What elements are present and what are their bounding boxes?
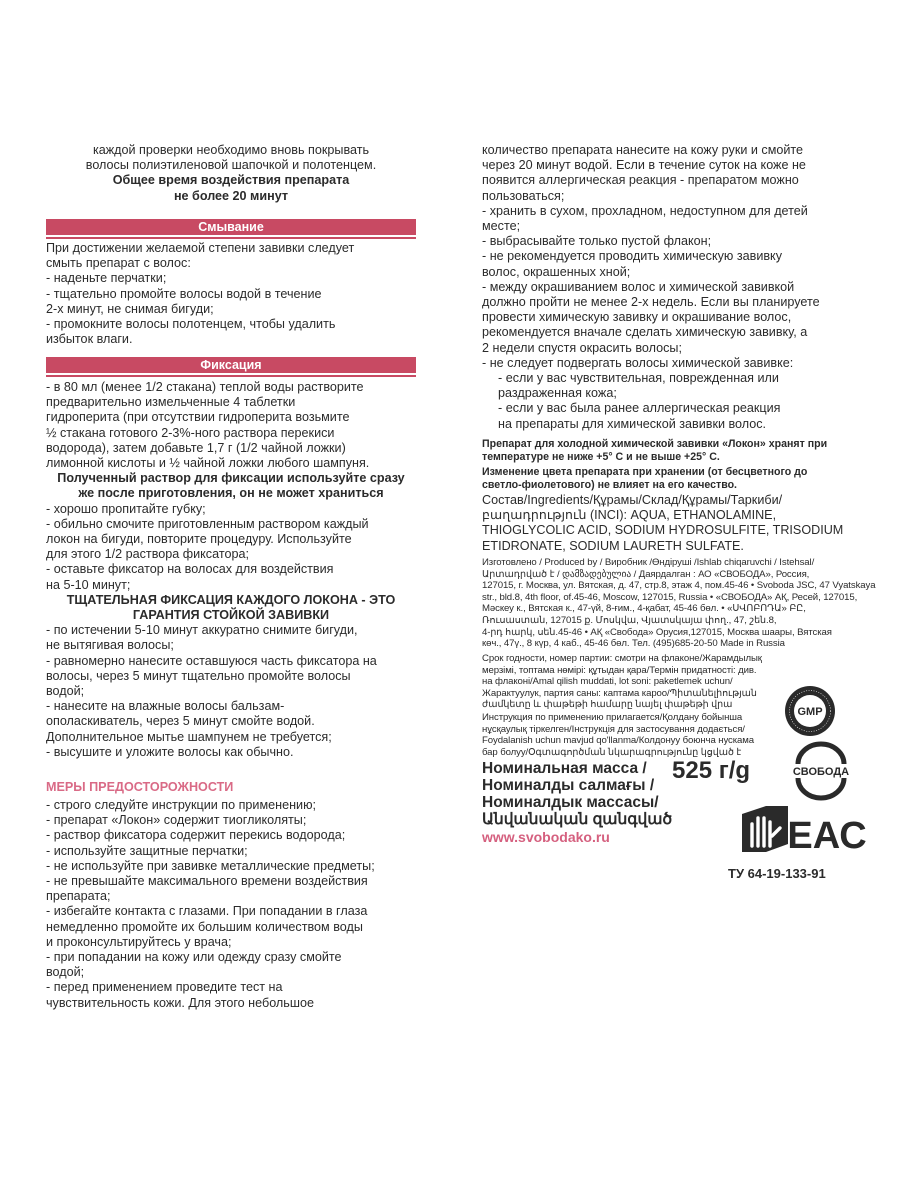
rinse-line: При достижении желаемой степени завивки следует <box>46 241 355 255</box>
fixation-line: волосы, через 5 минут тщательно промойте волосы <box>46 668 351 683</box>
eac-mark-icon <box>787 808 867 857</box>
precaution-line: - не используйте при завивке металлические предметы; <box>46 858 375 873</box>
manufacturer-line: Изготовлено / Produced by / Виробник /Өндіруші /Ishlab chiqaruvchi / Istehsal/ <box>482 557 815 568</box>
fixation-line: же после приготовления, он не может храниться <box>78 486 384 501</box>
fixation-line: - по истечении 5-10 минут аккуратно снимите бигуди, <box>46 623 358 638</box>
precaution-line: - хранить в сухом, прохладном, недоступном для детей <box>482 203 808 218</box>
ingredients-line: Состав/Ingredients/Құрамы/Склад/Құрамы/Таркиби/ <box>482 493 783 507</box>
fixation-line: ополаскиватель, через 5 минут смойте водой. <box>46 714 315 729</box>
precaution-line: - между окрашиванием волос и химической завивкой <box>482 279 795 294</box>
rinse-line: избыток влаги. <box>46 332 133 347</box>
fixation-line: гидроперита (при отсутствии гидроперита возьмите <box>46 410 350 425</box>
precaution-line: препарата; <box>46 889 111 904</box>
fixation-line: - обильно смочите приготовленным раствором каждый <box>46 516 369 531</box>
rinse-text <box>46 241 416 347</box>
instruction-line: Foydalanish uchun mavjud qo'llanma/Колдонуу боюнча нускама <box>482 735 755 747</box>
precaution-line: - раствор фиксатора содержит перекись водорода; <box>46 828 346 843</box>
brand-text: СВОБОДА <box>792 766 850 778</box>
precaution-line: чувствительность кожи. Для этого небольшое <box>46 995 314 1010</box>
precautions-title: МЕРЫ ПРЕДОСТОРОЖНОСТИ <box>46 780 234 794</box>
rinse-line: - наденьте перчатки; <box>46 271 167 286</box>
precaution-line: - не превышайте максимального времени воздействия <box>46 874 368 889</box>
manufacturer-line: Արտադրված է / დამზადებულია / Даярдалган : АО «СВОБОДА», Россия, <box>482 568 810 580</box>
fixation-line: - высушите и уложите волосы как обычно. <box>46 744 294 759</box>
precaution-line: провести химическую завивку и окрашивание волос, <box>482 310 792 325</box>
expiry-line: Срок годности, номер партии: смотри на флаконе/Жарамдылық <box>482 653 762 664</box>
mass-label-line: Номинальная масса / <box>482 760 647 777</box>
ingredients-line: բաղադրություն (INCI): AQUA, ETHANOLAMINE, <box>482 508 777 523</box>
manufacturer-line: Ռուսաստան, 127015 ք. Մոսկվա, Վյատսկայա փող., 47, շեն.8, <box>482 614 777 626</box>
rinse-line: - тщательно промойте волосы водой в течение <box>46 286 322 301</box>
rinse-section <box>46 219 416 347</box>
rinse-line: - промокните волосы полотенцем, чтобы удалить <box>46 317 336 332</box>
precaution-line: количество препарата нанесите на кожу руки и смойте <box>482 143 804 157</box>
color-change-block <box>482 466 807 492</box>
manufacturer-line: Мәскеу к., Вятская к., 47-үй, 8-ғим., 4-қабат, 45-46 бөл. • «ՍՎՈԲՈԴԱ» ԲԸ, <box>482 603 806 615</box>
expiry-line: на флаконі/Amal qilish muddati, lot soni: paketlemek uchun/ <box>482 676 733 688</box>
website-link[interactable]: www.svobodako.ru <box>482 829 610 845</box>
expiry-line: ժամկետը և փաթեթի համարը նայել փաթեթի վրա <box>482 699 733 711</box>
fixation-line: для этого 1/2 раствора фиксатора; <box>46 547 249 562</box>
ingredients-line: ETIDRONATE, SODIUM LAURETH SULFATE. <box>482 538 744 553</box>
manufacturer-line: str., bld.8, 4th floor, of.45-46, Moscow, 127015, Russia • «СВОБОДА» АҚ, Ресей, 127015, <box>482 591 858 603</box>
fixation-line: ТЩАТЕЛЬНАЯ ФИКСАЦИЯ КАЖДОГО ЛОКОНА - ЭТО <box>66 592 396 607</box>
gmp-text: GMP <box>797 706 823 718</box>
fixation-line: локон на бигуди, повторите процедуру. Используйте <box>46 532 352 547</box>
mass-label-line: Номиналды салмағы / <box>482 777 655 794</box>
total-time-note: Общее время воздействия препарата <box>112 173 350 188</box>
fixation-line: лимонной кислоты и ½ чайной ложки любого шампуня. <box>46 456 370 471</box>
precaution-line: - препарат «Локон» содержит тиогликоляты; <box>46 813 307 828</box>
precaution-line: - не следует подвергать волосы химической завивке: <box>482 355 794 370</box>
precaution-line: - строго следуйте инструкции по применению; <box>46 798 317 812</box>
fixation-line: водой; <box>46 684 85 699</box>
fixation-line: на 5-10 минут; <box>46 577 131 592</box>
mass-value: 525 г/g <box>672 757 751 784</box>
fixation-header: Фиксация <box>46 357 416 373</box>
fixation-line: предварительно измельченные 4 таблетки <box>46 395 296 410</box>
intro-line: волосы полиэтиленовой шапочкой и полотенцем. <box>85 158 377 173</box>
storage-block <box>482 438 827 464</box>
storage-line: температуре не ниже +5° С и не выше +25° С. <box>482 450 720 463</box>
color-change-line: Изменение цвета препарата при хранении (от бесцветного до <box>482 466 808 478</box>
eac-text: ЕАС <box>787 815 867 857</box>
fixation-line: ½ стакана готового 2-3%-ного раствора перекиси <box>46 425 335 440</box>
fixation-line: - хорошо пропитайте губку; <box>46 501 206 516</box>
precaution-line: 2 недели спустя окрасить волосы; <box>482 340 682 355</box>
fixation-line: - равномерно нанесите оставшуюся часть фиксатора на <box>46 653 377 668</box>
fixation-line: Полученный раствор для фиксации используйте сразу <box>57 471 405 486</box>
precaution-line: - если у вас была ранее аллергическая реакция <box>498 401 781 416</box>
svoboda-logo-icon <box>788 744 854 796</box>
precaution-line: водой; <box>46 965 85 980</box>
rinse-header-underline <box>46 237 416 239</box>
precaution-line: раздраженная кожа; <box>498 386 617 401</box>
fixation-text <box>46 380 416 760</box>
precautions-text <box>46 798 416 1011</box>
instruction-line: бар болуу/Օգտագործման նկարագրությունը կցված է <box>482 746 742 758</box>
precaution-line: - перед применением проведите тест на <box>46 980 283 995</box>
ingredients-block <box>482 493 843 554</box>
fixation-section <box>46 357 416 760</box>
precaution-line: немедленно промойте их большим количеством воды <box>46 919 363 934</box>
precaution-line: - используйте защитные перчатки; <box>46 843 248 858</box>
precaution-line: - избегайте контакта с глазами. При попадании в глаза <box>46 904 368 919</box>
fixation-line: - в 80 мл (менее 1/2 стакана) теплой воды растворите <box>46 380 364 394</box>
precautions-section <box>46 780 416 1011</box>
mass-label-line: Номиналдык массасы/ <box>482 794 659 811</box>
precaution-line: должно пройти не менее 2-х недель. Если вы планируете <box>482 295 820 310</box>
fixation-line: - оставьте фиксатор на волосах для воздействия <box>46 562 334 577</box>
ingredients-line: THIOGLYCOLIC ACID, SODIUM HYDROSULFITE, TRISODIUM <box>482 523 844 538</box>
manufacturer-line: 4-րդ հարկ, սեն.45-46 • АҚ «Свобода» Орусия,127015, Москва шаары, Вятская <box>482 626 832 638</box>
precaution-line: волос, окрашенных хной; <box>482 264 631 279</box>
manufacturer-line: 127015, г. Москва, ул. Вятская, д. 47, стр.8, этаж 4, пом.45-46 • Svoboda JSC, 47 Vyatskaya <box>482 580 876 592</box>
instruction-block <box>482 712 782 758</box>
fixation-line: ГАРАНТИЯ СТОЙКОЙ ЗАВИВКИ <box>132 608 330 623</box>
tu-code: ТУ 64-19-133-91 <box>728 866 826 881</box>
precaution-line: рекомендуется вначале сделать химическую завивку, а <box>482 325 808 340</box>
fixation-line: не вытягивая волосы; <box>46 638 174 653</box>
rinse-header: Смывание <box>46 219 416 235</box>
precaution-line: - выбрасывайте только пустой флакон; <box>482 234 712 249</box>
precaution-line: - не рекомендуется проводить химическую завивку <box>482 249 782 264</box>
instruction-line: нұсқаулық тіркелген/Інструкція для застосування додається/ <box>482 723 745 735</box>
instruction-line: Инструкция по применению прилагается/Қолдану бойынша <box>482 712 743 723</box>
expiry-line: мерзімі, топтама нөмірі: құтыдан қара/Термін придатності: див. <box>482 664 757 676</box>
nominal-mass-label <box>482 760 672 828</box>
manufacturer-line: көч., 47ү., 8 күр, 4 каб., 45-46 бөл. Тел. (495)685-20-50 Made in Russia <box>482 638 785 650</box>
intro-line: каждой проверки необходимо вновь покрывать <box>92 143 370 157</box>
color-change-line: светло-фиолетового) не влияет на его качество. <box>482 478 737 491</box>
expiry-line: Жарактуулук, партия саны: каптама кароо/Պիտանելիության <box>482 687 757 699</box>
rinse-line: смыть препарат с волос: <box>46 256 191 271</box>
precaution-line: появится аллергическая реакция - препаратом можно <box>482 173 799 188</box>
fixation-line: Дополнительное мытье шампунем не требуется; <box>46 729 332 744</box>
precautions-continued <box>482 143 854 432</box>
hand-mark-icon <box>736 800 794 858</box>
precaution-line: - при попадании на кожу или одежду сразу смойте <box>46 950 342 965</box>
intro-block <box>46 143 416 204</box>
precaution-line: пользоваться; <box>482 188 565 203</box>
fixation-line: водорода), затем добавьте 1,7 г (1/2 чайной ложки) <box>46 440 346 455</box>
precaution-line: - если у вас чувствительная, поврежденная или <box>498 371 779 386</box>
precaution-line: через 20 минут водой. Если в течение суток на коже не <box>482 158 806 173</box>
manufacturer-block <box>482 557 876 650</box>
gmp-seal-icon <box>784 685 836 737</box>
precaution-line: месте; <box>482 219 521 234</box>
total-time-note: не более 20 минут <box>173 188 289 203</box>
precaution-line: на препараты для химической завивки волос. <box>498 416 767 431</box>
storage-line: Препарат для холодной химической завивки «Локон» хранят при <box>482 438 828 450</box>
precaution-line: и проконсультируйтесь у врача; <box>46 934 232 949</box>
fixation-line: - нанесите на влажные волосы бальзам- <box>46 699 285 714</box>
expiry-block <box>482 653 782 711</box>
mass-label-line: Անվանական զանգված <box>482 811 673 828</box>
rinse-line: 2-х минут, не снимая бигуди; <box>46 301 214 316</box>
fixation-header-underline <box>46 375 416 377</box>
